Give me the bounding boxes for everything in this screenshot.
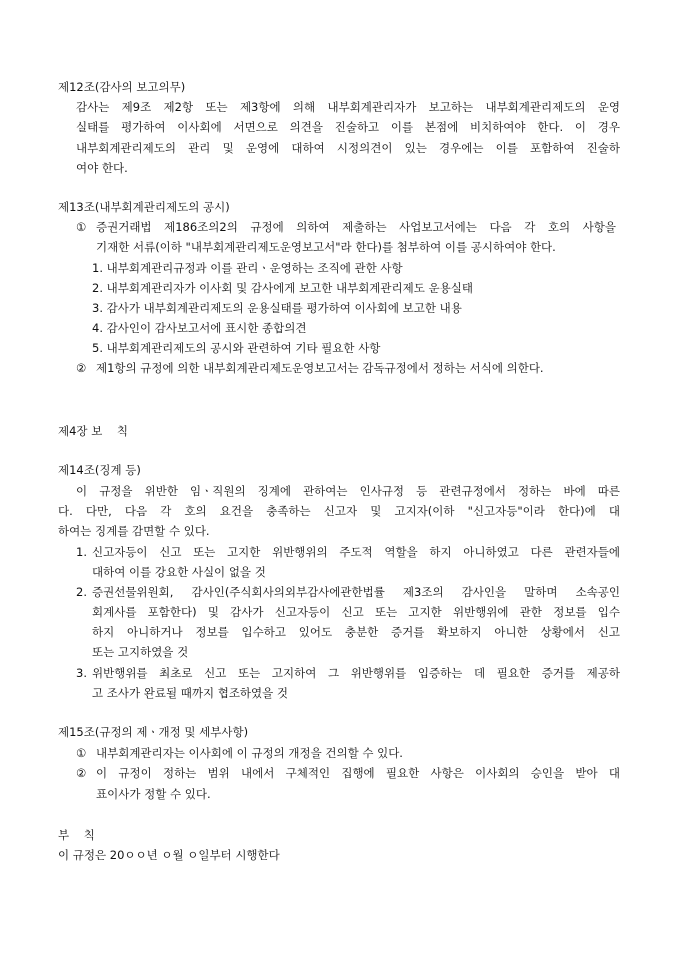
article-13-para-1-line-2: 기재한 서류(이하 "내부회계관리제도운영보고서"라 한다)를 첨부하여 이를 공시하여야 한다.: [96, 240, 556, 254]
article-14-item-3-line-1: 위반행위를 최초로 신고 또는 고지하여 그 위반행위를 입증하는 데 필요한 증거를 제공하: [92, 666, 620, 680]
article-12-title: 제12조(감사의 보고의무): [58, 80, 186, 94]
chapter-4-title: 제4장 보 칙: [58, 424, 129, 438]
article-14-item-3-marker: 3.: [76, 666, 87, 680]
article-14-item-2-line-3: 하지 아니하거나 정보를 입수하고 있어도 충분한 증거를 확보하지 아니한 상황에서 신고: [92, 625, 620, 639]
article-14-item-2-line-4: 또는 고지하였을 것: [92, 645, 189, 659]
article-14-line-2: 다. 다만, 다음 각 호의 요건을 충족하는 신고자 및 고지자(이하 "신고자등"이라 한다)에 대: [58, 504, 620, 518]
article-14-item-2-marker: 2.: [76, 585, 87, 599]
article-12-line-4: 여야 한다.: [76, 161, 128, 175]
article-13-item: 3. 감사가 내부회계관리제도의 운용실태를 평가하여 이사회에 보고한 내용: [92, 301, 462, 315]
article-15-para-1-line-1: 내부회계관리자는 이사회에 이 규정의 개정을 건의할 수 있다.: [96, 746, 403, 760]
article-12-line-3: 내부회계관리제도의 관리 및 운영에 대하여 시정의견이 있는 경우에는 이를 포함하여 진술하: [76, 141, 620, 155]
addenda-title: 부 칙: [58, 828, 95, 842]
article-13-para-1-marker: ①: [76, 220, 87, 234]
article-14-item-1-line-1: 신고자등이 신고 또는 고지한 위반행위의 주도적 역할을 하지 아니하였고 다른 관련자들에: [92, 545, 620, 559]
article-15-para-2-line-1: 이 규정이 정하는 범위 내에서 구체적인 집행에 필요한 사항은 이사회의 승인을 받아 대: [96, 766, 620, 780]
article-15-para-2-marker: ②: [76, 766, 87, 780]
article-13-item: 4. 감사인이 감사보고서에 표시한 종합의견: [92, 321, 307, 335]
article-15-para-1-marker: ①: [76, 746, 87, 760]
article-14-line-1: 이 규정을 위반한 임ㆍ직원의 징계에 관하여는 인사규정 등 관련규정에서 정하는 바에 따른: [76, 484, 620, 498]
article-14-item-1-line-2: 대하여 이를 강요한 사실이 없을 것: [92, 565, 266, 579]
article-14-title: 제14조(징계 등): [58, 463, 141, 477]
article-13-para-2-line-1: 제1항의 규정에 의한 내부회계관리제도운영보고서는 감독규정에서 정하는 서식에 의한다.: [96, 361, 544, 375]
addenda-text: 이 규정은 20ㅇㅇ년 ㅇ월 ㅇ일부터 시행한다: [58, 848, 280, 862]
article-14-item-1-marker: 1.: [76, 545, 87, 559]
article-15-para-2-line-2: 표이사가 정할 수 있다.: [96, 787, 211, 801]
article-13-title: 제13조(내부회계관리제도의 공시): [58, 200, 230, 214]
article-13-para-2-marker: ②: [76, 361, 87, 375]
article-14-line-3: 하여는 징계를 감면할 수 있다.: [58, 524, 210, 538]
article-13-item: 5. 내부회계관리제도의 공시와 관련하여 기타 필요한 사항: [92, 341, 381, 355]
article-13-item: 1. 내부회계관리규정과 이를 관리ㆍ운영하는 조직에 관한 사항: [92, 261, 403, 275]
article-14-item-2-line-1: 증권선물위원회, 감사인(주식회사의외부감사에관한법률 제3조의 감사인을 말하며 소속공인: [92, 585, 620, 599]
article-13-item: 2. 내부회계관리자가 이사회 및 감사에게 보고한 내부회계관리제도 운용실태: [92, 281, 473, 295]
article-14-item-2-line-2: 회계사를 포함한다) 및 감사가 신고자등이 신고 또는 고지한 위반행위에 관한 정보를 입수: [92, 605, 620, 619]
article-12-line-1: 감사는 제9조 제2항 또는 제3항에 의해 내부회계관리자가 보고하는 내부회계관리제도의 운영: [76, 100, 620, 114]
article-14-item-3-line-2: 고 조사가 완료될 때까지 협조하였을 것: [92, 686, 289, 700]
article-12-line-2: 실태를 평가하여 이사회에 서면으로 의견을 진술하고 이를 본점에 비치하여야 한다. 이 경우: [76, 120, 620, 134]
article-15-title: 제15조(규정의 제ㆍ개정 및 세부사항): [58, 725, 249, 739]
article-13-para-1-line-1: 증권거래법 제186조의2의 규정에 의하여 제출하는 사업보고서에는 다음 각 호의 사항을: [96, 220, 616, 234]
